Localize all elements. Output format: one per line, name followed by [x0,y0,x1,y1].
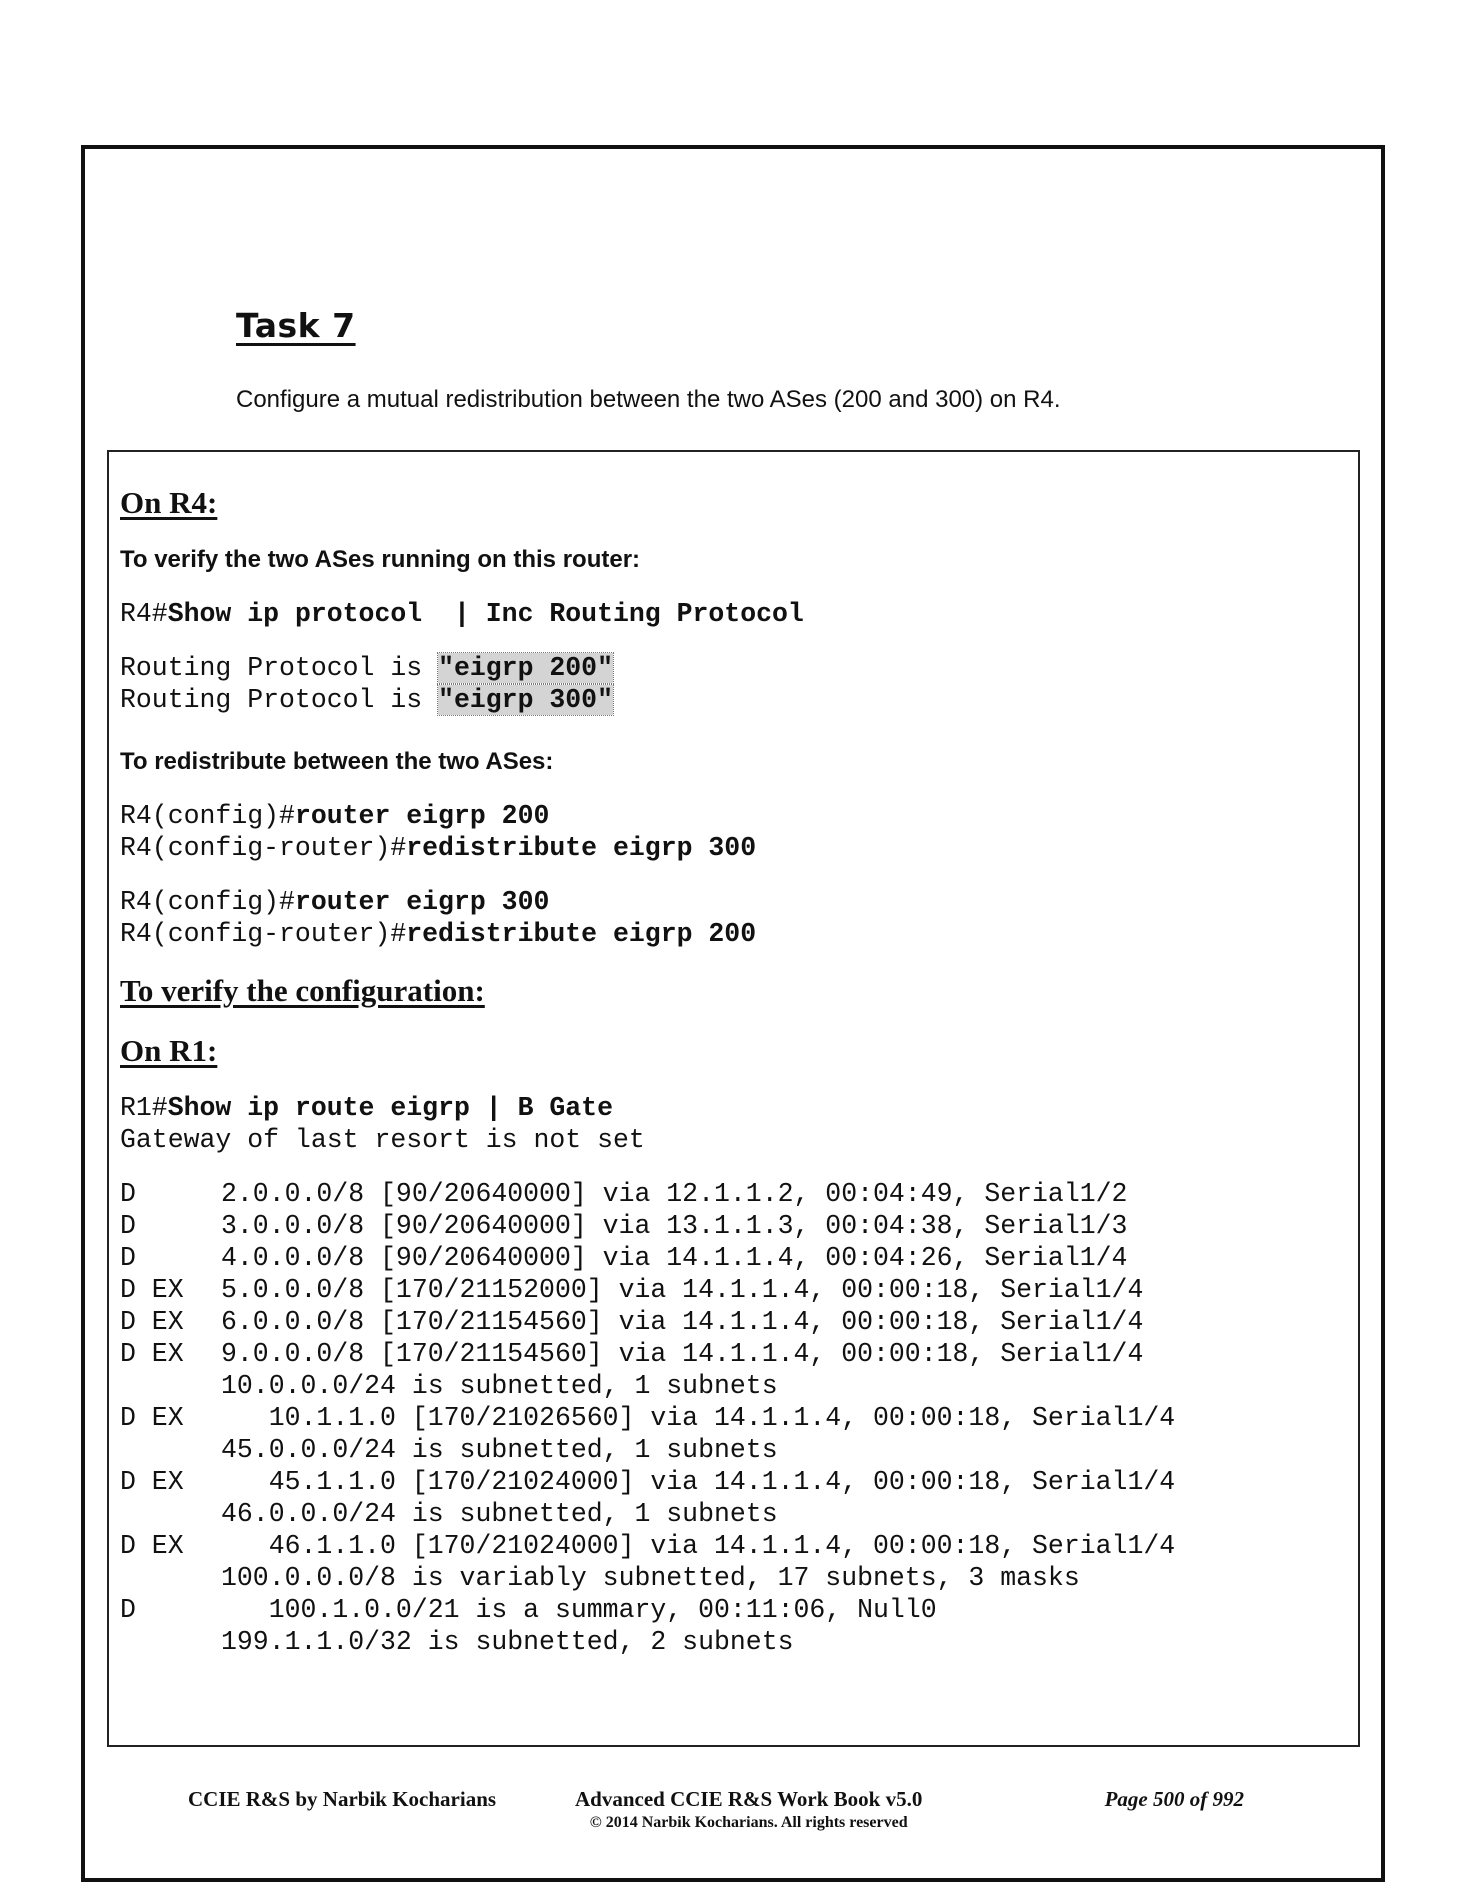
route-entry: 100.0.0.0/8 is variably subnetted, 17 subnets, 3 masks [221,1563,1080,1593]
protocol-output-line: Routing Protocol is "eigrp 300" [120,685,613,715]
footer-page-number: Page 500 of 992 [1104,1787,1244,1811]
config-line: R4(config-router)#redistribute eigrp 300 [120,833,757,863]
config-line: R4(config)#router eigrp 200 [120,801,550,831]
route-code [120,1562,221,1594]
route-code: D [120,1595,136,1625]
route-code: D EX [120,1307,184,1337]
route-code: D EX [120,1467,184,1497]
cli-prompt: R4# [120,599,168,629]
route-code [120,1370,221,1402]
redistribute-instruction: To redistribute between the two ASes: [120,748,554,775]
verify-ases-instruction: To verify the two ASes running on this router: [120,546,641,573]
route-entry: 46.1.1.0 [170/21024000] via 14.1.1.4, 00:00:18, Serial1/4 [221,1531,1176,1561]
route-entry: 45.1.1.0 [170/21024000] via 14.1.1.4, 00:00:18, Serial1/4 [221,1467,1176,1497]
route-code [120,1626,221,1658]
route-row [120,1466,1175,1498]
route-row [120,1498,1175,1530]
route-entry: 3.0.0.0/8 [90/20640000] via 13.1.1.3, 00:04:38, Serial1/3 [221,1211,1128,1241]
route-entry: 9.0.0.0/8 [170/21154560] via 14.1.1.4, 00:00:18, Serial1/4 [221,1339,1144,1369]
heading-verify-config: To verify the configuration: [120,973,485,1008]
route-row [120,1594,1175,1626]
task-description: Configure a mutual redistribution between the two ASes (200 and 300) on R4. [236,386,1061,413]
route-entry: 5.0.0.0/8 [170/21152000] via 14.1.1.4, 00:00:18, Serial1/4 [221,1275,1144,1305]
route-entry: 199.1.1.0/32 is subnetted, 2 subnets [221,1627,794,1657]
highlighted-as: "eigrp 200" [438,653,613,683]
route-code: D [120,1243,136,1273]
route-entry: 2.0.0.0/8 [90/20640000] via 12.1.1.2, 00:04:49, Serial1/2 [221,1179,1128,1209]
footer-copyright: © 2014 Narbik Kocharians. All rights reserved [589,1814,908,1831]
route-row [120,1562,1175,1594]
route-code: D EX [120,1275,184,1305]
route-row [120,1306,1175,1338]
cmd-show-ip-route: R1#Show ip route eigrp | B Gate [120,1093,613,1123]
route-code [120,1434,221,1466]
config-line: R4(config)#router eigrp 300 [120,887,550,917]
route-entry: 10.1.1.0 [170/21026560] via 14.1.1.4, 00:00:18, Serial1/4 [221,1403,1176,1433]
route-row [120,1370,1175,1402]
footer-book: Advanced CCIE R&S Work Book v5.0 © 2014 Narbik Kocharians. All rights reserved [575,1787,923,1831]
route-code: D EX [120,1403,184,1433]
gateway-line: Gateway of last resort is not set [120,1125,645,1155]
footer-author: CCIE R&S by Narbik Kocharians [188,1787,497,1811]
route-row [120,1402,1175,1434]
solution-content [120,484,1348,1658]
route-code: D [120,1211,136,1241]
heading-on-r4: On R4: [120,485,218,520]
route-code: D [120,1179,136,1209]
highlighted-as: "eigrp 300" [438,685,613,715]
route-row [120,1338,1175,1370]
route-entry: 6.0.0.0/8 [170/21154560] via 14.1.1.4, 00:00:18, Serial1/4 [221,1307,1144,1337]
route-row [120,1210,1175,1242]
route-code: D EX [120,1531,184,1561]
route-row [120,1434,1175,1466]
cli-command: Show ip protocol | Inc Routing Protocol [167,599,804,629]
route-row [120,1178,1175,1210]
config-line: R4(config-router)#redistribute eigrp 200 [120,919,757,949]
solution-box [107,450,1360,1747]
route-row [120,1274,1175,1306]
route-entry: 4.0.0.0/8 [90/20640000] via 14.1.1.4, 00:04:26, Serial1/4 [221,1243,1128,1273]
route-code: D EX [120,1339,184,1369]
route-entry: 10.0.0.0/24 is subnetted, 1 subnets [221,1371,778,1401]
route-code [120,1498,221,1530]
task-title: Task 7 [236,306,356,345]
route-row [120,1626,1175,1658]
route-entry: 46.0.0.0/24 is subnetted, 1 subnets [221,1499,778,1529]
route-row [120,1530,1175,1562]
heading-on-r1: On R1: [120,1033,218,1068]
route-row [120,1242,1175,1274]
cmd-show-ip-protocol [120,598,1348,630]
route-table [120,1178,1175,1658]
page-footer [107,1787,1360,1847]
route-entry: 100.1.0.0/21 is a summary, 00:11:06, Null0 [221,1595,937,1625]
protocol-output-line: Routing Protocol is "eigrp 200" [120,653,613,683]
route-entry: 45.0.0.0/24 is subnetted, 1 subnets [221,1435,778,1465]
